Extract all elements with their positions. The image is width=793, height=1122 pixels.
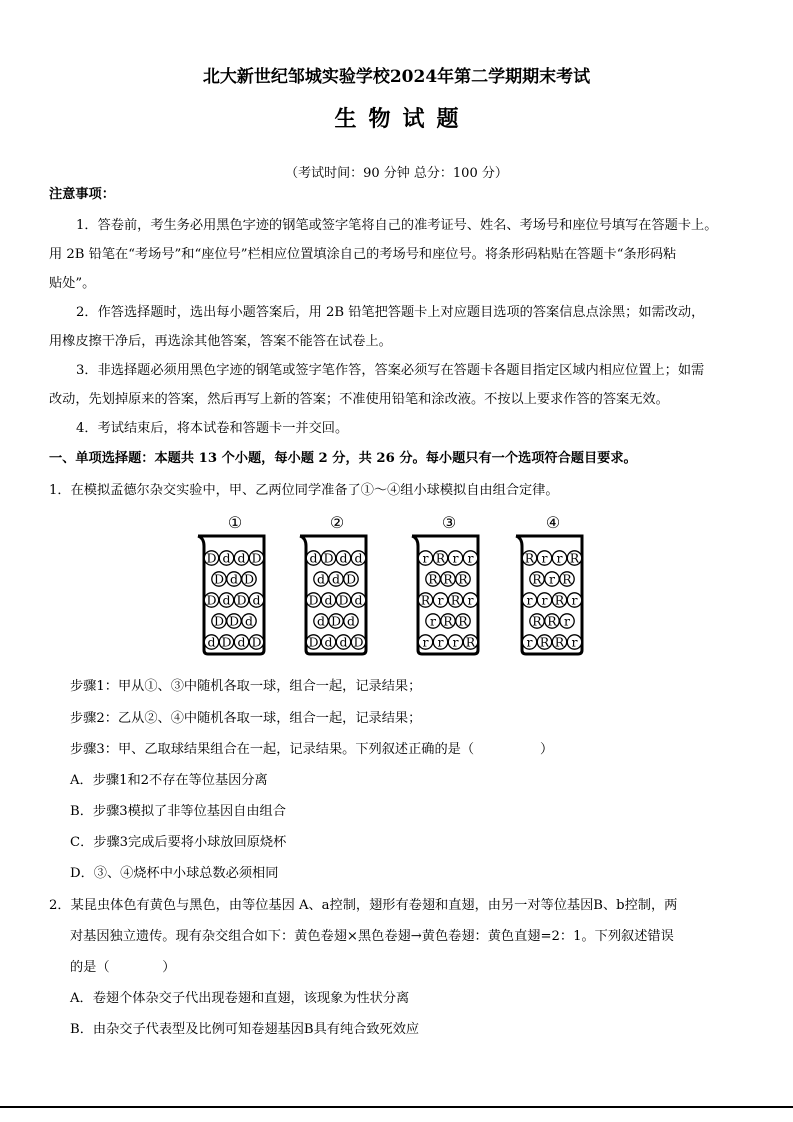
q1-step-3: 步骤3：甲、乙取球结果组合在一起，记录结果。下列叙述正确的是（ ） xyxy=(70,742,554,757)
beakers-figure xyxy=(190,508,600,658)
ball-allele-label: D xyxy=(338,592,349,608)
ball-allele-label: R xyxy=(554,592,565,608)
ball-allele-label: R xyxy=(443,571,453,587)
ball-allele-label: R xyxy=(569,550,580,566)
ball-allele-label: D xyxy=(206,550,217,566)
beaker-label: ① xyxy=(227,513,243,532)
ball-allele-label: r xyxy=(556,550,563,566)
ball-allele-label: D xyxy=(345,571,357,587)
ball-allele-label: D xyxy=(236,592,247,608)
notice-item-1-line-1: 1．答卷前，考生务必用黑色字迹的钢笔或签字笔将自己的准考证号、姓名、考场号和座位号填写在答题卡上。 xyxy=(76,218,718,233)
ball-allele-label: D xyxy=(308,634,319,650)
beaker-2 xyxy=(300,513,366,654)
ball-allele-label: R xyxy=(450,592,461,608)
ball-allele-label: R xyxy=(532,571,542,587)
ball-allele-label: r xyxy=(549,571,555,587)
q2-option-a: A．卷翅个体杂交子代出现卷翅和直翅，该现象为性状分离 xyxy=(70,991,410,1006)
ball-allele-label: d xyxy=(316,571,326,587)
ball-allele-label: r xyxy=(541,592,548,608)
ball-allele-label: r xyxy=(467,592,474,608)
ball-allele-label: r xyxy=(437,634,444,650)
ball-allele-label: D xyxy=(228,613,240,629)
ball-allele-label: R xyxy=(428,571,438,587)
subject-title: 生物试题 xyxy=(334,106,471,132)
ball-allele-label: r xyxy=(422,634,429,650)
q2-stem-line-2: 对基因独立遗传。现有杂交组合如下：黄色卷翅×黑色卷翅→黄色卷翅：黄色直翅=2：1。下列叙述错误 xyxy=(70,929,674,944)
ball-allele-label: R xyxy=(532,613,542,629)
ball-allele-label: D xyxy=(221,634,232,650)
ball-allele-label: d xyxy=(346,613,356,629)
beaker-1 xyxy=(198,513,264,654)
ball-allele-label: R xyxy=(435,550,446,566)
ball-allele-label: d xyxy=(339,550,348,566)
ball-allele-label: r xyxy=(541,550,548,566)
ball-allele-label: R xyxy=(458,613,468,629)
ball-allele-label: d xyxy=(252,592,261,608)
ball-allele-label: D xyxy=(206,592,217,608)
ball-allele-label: D xyxy=(308,592,319,608)
q2-option-b: B．由杂交子代表型及比例可知卷翅基因B具有纯合致死效应 xyxy=(70,1022,420,1037)
ball-allele-label: d xyxy=(237,550,246,566)
beaker-3 xyxy=(412,513,478,654)
school-exam-title: 北大新世纪邹城实验学校2024年第二学期期末考试 xyxy=(202,67,591,87)
ball-allele-label: d xyxy=(354,550,363,566)
ball-allele-label: r xyxy=(571,634,578,650)
ball-allele-label: D xyxy=(213,571,225,587)
notice-item-1-line-3: 贴处”。 xyxy=(49,276,96,291)
beaker-label: ② xyxy=(329,513,345,532)
ball-allele-label: r xyxy=(452,634,459,650)
q1-step-2: 步骤2：乙从②、④中随机各取一球，组合一起，记录结果； xyxy=(70,711,422,726)
notice-item-2-line-1: 2．作答选择题时，选出每小题答案后，用 2B 铅笔把答题卡上对应题目选项的答案信息点涂黑；如需改动， xyxy=(76,305,705,320)
ball-allele-label: d xyxy=(331,571,341,587)
ball-allele-label: r xyxy=(430,613,436,629)
ball-allele-label: R xyxy=(420,592,431,608)
page-bottom-rule xyxy=(0,1106,793,1108)
ball-allele-label: R xyxy=(547,613,557,629)
ball-allele-label: d xyxy=(339,634,348,650)
ball-allele-label: r xyxy=(526,592,533,608)
q1-stem: 1．在模拟孟德尔杂交实验中，甲、乙两位同学准备了①～④组小球模拟自由组合定律。 xyxy=(49,483,559,498)
ball-allele-label: D xyxy=(251,550,262,566)
q2-stem-line-1: 2．某昆虫体色有黄色与黑色，由等位基因 A、a控制，翅形有卷翅和直翅，由另一对等位基因B、b控制，两 xyxy=(49,898,678,913)
ball-allele-label: r xyxy=(422,550,429,566)
beaker-label: ③ xyxy=(441,513,457,532)
notice-item-4: 4．考试结束后，将本试卷和答题卡一并交回。 xyxy=(76,421,349,436)
ball-allele-label: r xyxy=(526,634,533,650)
notice-item-3-line-2: 改动，先划掉原来的答案，然后再写上新的答案；不准使用铅笔和涂改液。不按以上要求作答的答案无效。 xyxy=(49,392,669,407)
ball-allele-label: R xyxy=(465,634,476,650)
ball-allele-label: d xyxy=(324,634,333,650)
exam-info: （考试时间：90 分钟 总分：100 分） xyxy=(285,166,508,181)
ball-allele-label: R xyxy=(562,571,572,587)
ball-allele-label: d xyxy=(244,613,254,629)
ball-allele-label: D xyxy=(353,634,364,650)
notice-item-3-line-1: 3．非选择题必须用黑色字迹的钢笔或签字笔作答，答案必须写在答题卡各题目指定区域内相应位置上；如需 xyxy=(76,363,705,378)
ball-allele-label: R xyxy=(539,634,550,650)
ball-allele-label: r xyxy=(564,613,570,629)
ball-allele-label: D xyxy=(330,613,342,629)
q1-option-c: C．步骤3完成后要将小球放回原烧杯 xyxy=(70,835,287,850)
ball-allele-label: D xyxy=(213,613,225,629)
beaker-label: ④ xyxy=(545,513,561,532)
ball-allele-label: R xyxy=(458,571,468,587)
notice-item-1-line-2: 用 2B 铅笔在“考场号”和“座位号”栏相应位置填涂自己的考场号和座位号。将条形码粘贴在答题卡“条形码粘 xyxy=(49,247,677,262)
notice-heading: 注意事项： xyxy=(49,187,115,202)
q1-option-a: A．步骤1和2不存在等位基因分离 xyxy=(70,773,268,788)
ball-allele-label: D xyxy=(251,634,262,650)
ball-allele-label: d xyxy=(354,592,363,608)
ball-allele-label: d xyxy=(222,550,231,566)
q2-stem-line-3: 的是（ ） xyxy=(70,960,176,975)
beaker-4 xyxy=(516,513,582,654)
ball-allele-label: r xyxy=(467,550,474,566)
notice-item-2-line-2: 用橡皮擦干净后，再选涂其他答案，答案不能答在试卷上。 xyxy=(49,334,392,349)
ball-allele-label: d xyxy=(229,571,239,587)
ball-allele-label: r xyxy=(571,592,578,608)
ball-allele-label: R xyxy=(443,613,453,629)
ball-allele-label: d xyxy=(237,634,246,650)
ball-allele-label: d xyxy=(309,550,318,566)
ball-allele-label: r xyxy=(437,592,444,608)
ball-allele-label: D xyxy=(323,550,334,566)
ball-allele-label: d xyxy=(207,634,216,650)
ball-allele-label: R xyxy=(524,550,535,566)
ball-allele-label: R xyxy=(554,634,565,650)
ball-allele-label: d xyxy=(316,613,326,629)
ball-allele-label: d xyxy=(222,592,231,608)
ball-allele-label: d xyxy=(324,592,333,608)
ball-allele-label: r xyxy=(452,550,459,566)
q1-step-1: 步骤1：甲从①、③中随机各取一球，组合一起，记录结果； xyxy=(70,679,422,694)
ball-allele-label: D xyxy=(243,571,255,587)
section-1-heading: 一、单项选择题：本题共 13 个小题，每小题 2 分，共 26 分。每小题只有一个选项符合题目要求。 xyxy=(49,451,637,466)
q1-option-b: B．步骤3模拟了非等位基因自由组合 xyxy=(70,804,286,819)
q1-option-d: D．③、④烧杯中小球总数必须相同 xyxy=(70,866,279,881)
